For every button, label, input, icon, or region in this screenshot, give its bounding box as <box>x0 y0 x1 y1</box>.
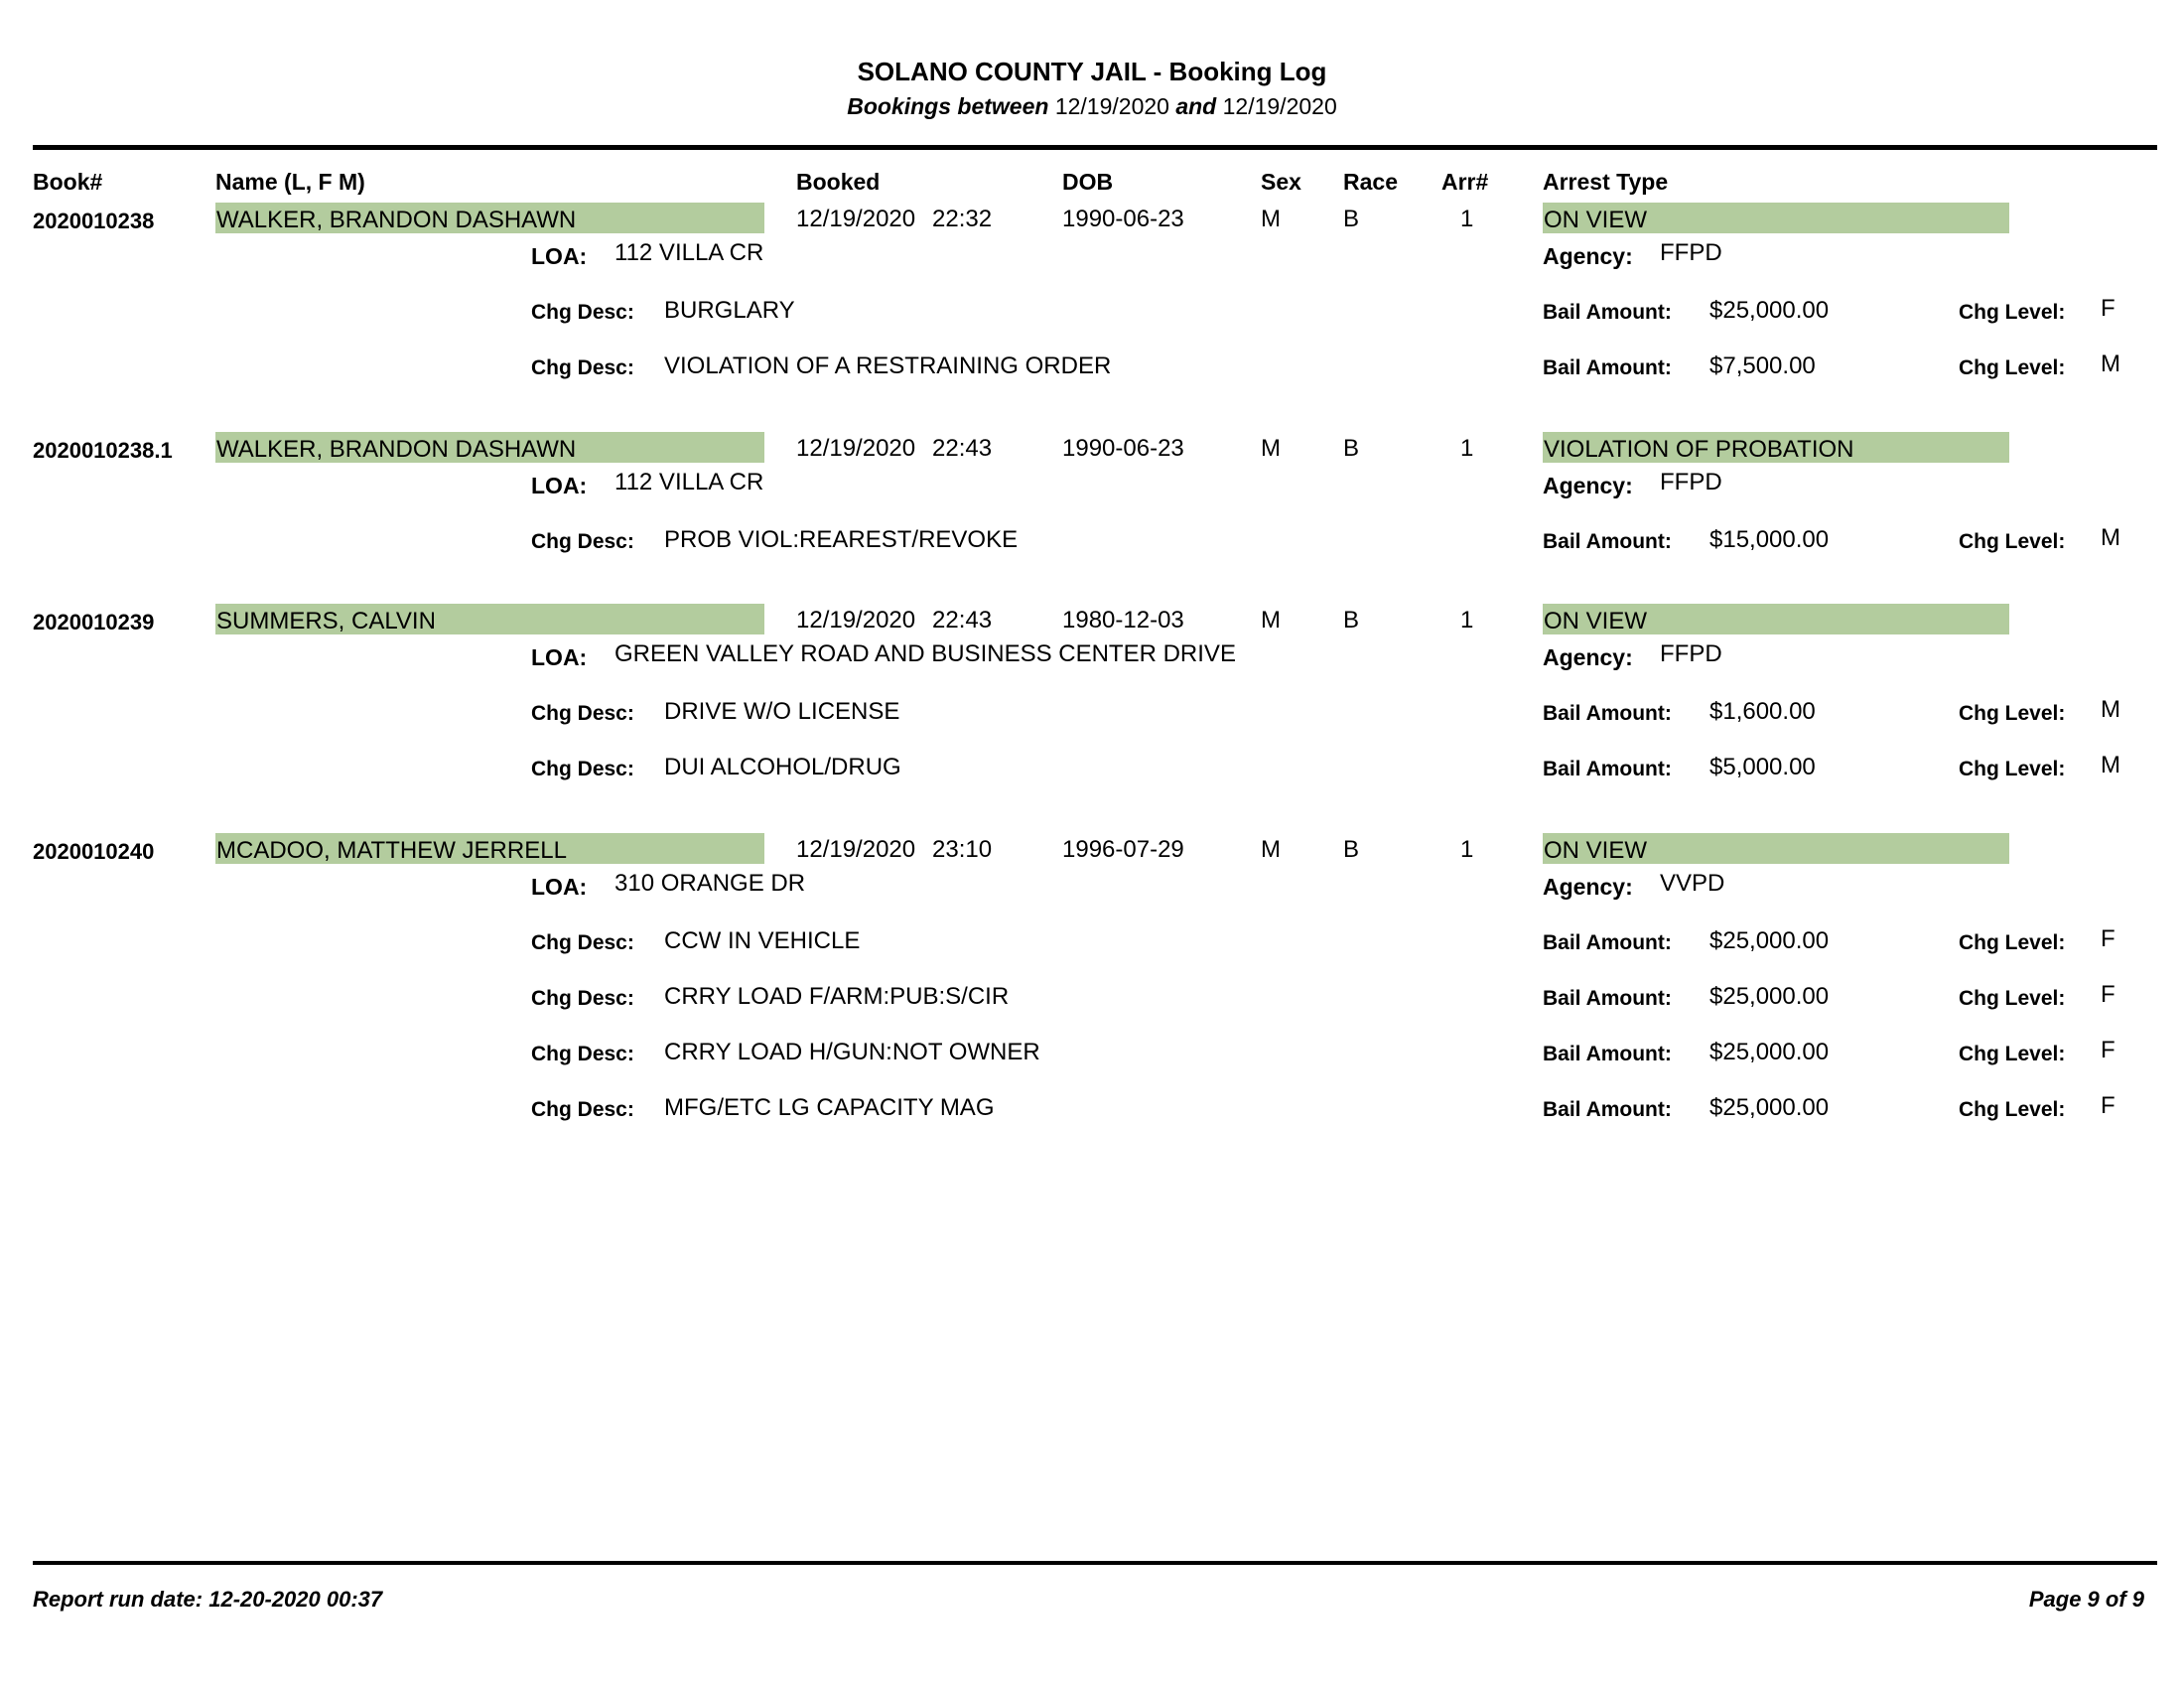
date-from: 12/19/2020 <box>1054 93 1169 119</box>
chg-level-value: M <box>2101 524 2120 551</box>
chg-level-label: Chg Level: <box>1959 702 2066 725</box>
bail-amount-label: Bail Amount: <box>1543 931 1672 954</box>
chg-desc-value: MFG/ETC LG CAPACITY MAG <box>664 1094 995 1121</box>
arrest-number: 1 <box>1460 206 1474 232</box>
chg-level-label: Chg Level: <box>1959 931 2066 954</box>
chg-desc-label: Chg Desc: <box>531 758 634 780</box>
col-sex: Sex <box>1261 169 1301 195</box>
subtitle-prefix: Bookings between <box>847 93 1049 119</box>
arrest-type-highlight <box>1543 203 2009 233</box>
loa-value: 112 VILLA CR <box>614 239 764 266</box>
bail-amount-label: Bail Amount: <box>1543 702 1672 725</box>
chg-level-label: Chg Level: <box>1959 758 2066 780</box>
bail-amount-value: $7,500.00 <box>1709 352 1816 379</box>
agency-label: Agency: <box>1543 473 1633 498</box>
chg-desc-value: PROB VIOL:REAREST/REVOKE <box>664 526 1019 553</box>
chg-level-value: F <box>2101 1092 2116 1119</box>
bail-amount-label: Bail Amount: <box>1543 987 1672 1010</box>
agency-value: FFPD <box>1660 640 1722 667</box>
date-to: 12/19/2020 <box>1222 93 1337 119</box>
loa-label: LOA: <box>531 243 588 269</box>
booked-date: 12/19/2020 <box>796 836 916 863</box>
chg-level-label: Chg Level: <box>1959 301 2066 324</box>
chg-level-value: F <box>2101 295 2116 322</box>
chg-level-label: Chg Level: <box>1959 1098 2066 1121</box>
bail-amount-label: Bail Amount: <box>1543 301 1672 324</box>
loa-label: LOA: <box>531 644 588 670</box>
chg-desc-value: CRRY LOAD H/GUN:NOT OWNER <box>664 1039 1040 1065</box>
col-dob: DOB <box>1062 169 1114 195</box>
inmate-name: MCADOO, MATTHEW JERRELL <box>216 837 567 864</box>
dob: 1996-07-29 <box>1062 836 1184 863</box>
agency-label: Agency: <box>1543 243 1633 269</box>
chg-level-value: M <box>2101 351 2120 377</box>
dob: 1990-06-23 <box>1062 435 1184 462</box>
agency-label: Agency: <box>1543 644 1633 670</box>
arrest-type: ON VIEW <box>1544 608 1648 634</box>
chg-desc-label: Chg Desc: <box>531 702 634 725</box>
bail-amount-value: $15,000.00 <box>1709 526 1830 553</box>
inmate-name: WALKER, BRANDON DASHAWN <box>216 207 577 233</box>
race: B <box>1343 435 1360 462</box>
chg-level-value: F <box>2101 1037 2116 1063</box>
race: B <box>1343 607 1360 633</box>
arrest-type: VIOLATION OF PROBATION <box>1544 436 1854 463</box>
chg-level-value: M <box>2101 752 2120 778</box>
sex: M <box>1261 836 1281 863</box>
chg-desc-value: VIOLATION OF A RESTRAINING ORDER <box>664 352 1112 379</box>
bail-amount-value: $25,000.00 <box>1709 983 1830 1010</box>
col-race: Race <box>1343 169 1398 195</box>
chg-desc-value: CCW IN VEHICLE <box>664 927 861 954</box>
bail-amount-label: Bail Amount: <box>1543 758 1672 780</box>
chg-desc-value: DRIVE W/O LICENSE <box>664 698 900 725</box>
chg-desc-label: Chg Desc: <box>531 931 634 954</box>
chg-desc-value: CRRY LOAD F/ARM:PUB:S/CIR <box>664 983 1010 1010</box>
chg-desc-label: Chg Desc: <box>531 530 634 553</box>
sex: M <box>1261 435 1281 462</box>
chg-level-label: Chg Level: <box>1959 987 2066 1010</box>
arrest-type: ON VIEW <box>1544 207 1648 233</box>
bail-amount-value: $1,600.00 <box>1709 698 1816 725</box>
chg-level-label: Chg Level: <box>1959 356 2066 379</box>
bail-amount-value: $5,000.00 <box>1709 754 1816 780</box>
inmate-name-highlight <box>215 604 764 634</box>
loa-value: 310 ORANGE DR <box>614 870 806 897</box>
agency-label: Agency: <box>1543 874 1633 900</box>
arrest-number: 1 <box>1460 836 1474 863</box>
booking-number: 2020010240 <box>33 839 155 864</box>
booked-date: 12/19/2020 <box>796 206 916 232</box>
footer-rule <box>33 1561 2157 1565</box>
bail-amount-value: $25,000.00 <box>1709 1094 1830 1121</box>
inmate-name: WALKER, BRANDON DASHAWN <box>216 436 577 463</box>
dob: 1980-12-03 <box>1062 607 1184 633</box>
chg-desc-label: Chg Desc: <box>531 1043 634 1065</box>
header-rule <box>33 145 2157 150</box>
bail-amount-label: Bail Amount: <box>1543 356 1672 379</box>
booked-date: 12/19/2020 <box>796 435 916 462</box>
col-book: Book# <box>33 169 103 195</box>
booked-time: 22:43 <box>932 435 993 462</box>
bail-amount-value: $25,000.00 <box>1709 927 1830 954</box>
report-title: SOLANO COUNTY JAIL - Booking Log <box>857 57 1327 86</box>
chg-level-label: Chg Level: <box>1959 530 2066 553</box>
arrest-type: ON VIEW <box>1544 837 1648 864</box>
arrest-number: 1 <box>1460 435 1474 462</box>
subtitle-and: and <box>1175 93 1217 119</box>
bail-amount-label: Bail Amount: <box>1543 1043 1672 1065</box>
race: B <box>1343 836 1360 863</box>
bail-amount-label: Bail Amount: <box>1543 530 1672 553</box>
chg-level-value: M <box>2101 696 2120 723</box>
sex: M <box>1261 206 1281 232</box>
inmate-name-highlight <box>215 203 764 233</box>
booking-number: 2020010238 <box>33 209 155 233</box>
col-name: Name (L, F M) <box>215 169 365 195</box>
arrest-number: 1 <box>1460 607 1474 633</box>
agency-value: FFPD <box>1660 469 1722 495</box>
bail-amount-label: Bail Amount: <box>1543 1098 1672 1121</box>
chg-level-value: F <box>2101 925 2116 952</box>
booked-time: 22:43 <box>932 607 993 633</box>
booked-time: 22:32 <box>932 206 993 232</box>
col-booked: Booked <box>796 169 881 195</box>
inmate-name: SUMMERS, CALVIN <box>216 608 436 634</box>
col-arr: Arr# <box>1441 169 1489 195</box>
report-run-date: Report run date: 12-20-2020 00:37 <box>33 1587 383 1612</box>
arrest-type-highlight <box>1543 833 2009 864</box>
booked-time: 23:10 <box>932 836 993 863</box>
agency-value: VVPD <box>1660 870 1725 897</box>
agency-value: FFPD <box>1660 239 1722 266</box>
arrest-type-highlight <box>1543 432 2009 463</box>
chg-level-value: F <box>2101 981 2116 1008</box>
bail-amount-value: $25,000.00 <box>1709 1039 1830 1065</box>
loa-value: GREEN VALLEY ROAD AND BUSINESS CENTER DRIVE <box>614 640 1236 667</box>
loa-value: 112 VILLA CR <box>614 469 764 495</box>
booked-date: 12/19/2020 <box>796 607 916 633</box>
inmate-name-highlight <box>215 432 764 463</box>
chg-desc-label: Chg Desc: <box>531 301 634 324</box>
inmate-name-highlight <box>215 833 764 864</box>
sex: M <box>1261 607 1281 633</box>
col-arrest-type: Arrest Type <box>1543 169 1669 195</box>
chg-desc-label: Chg Desc: <box>531 356 634 379</box>
chg-desc-value: DUI ALCOHOL/DRUG <box>664 754 901 780</box>
chg-desc-value: BURGLARY <box>664 297 795 324</box>
loa-label: LOA: <box>531 473 588 498</box>
booking-number: 2020010239 <box>33 610 155 634</box>
chg-desc-label: Chg Desc: <box>531 1098 634 1121</box>
dob: 1990-06-23 <box>1062 206 1184 232</box>
page-number: Page 9 of 9 <box>2028 1587 2144 1612</box>
booking-number: 2020010238.1 <box>33 438 173 463</box>
arrest-type-highlight <box>1543 604 2009 634</box>
chg-level-label: Chg Level: <box>1959 1043 2066 1065</box>
chg-desc-label: Chg Desc: <box>531 987 634 1010</box>
loa-label: LOA: <box>531 874 588 900</box>
race: B <box>1343 206 1360 232</box>
report-subtitle <box>0 93 2184 120</box>
bail-amount-value: $25,000.00 <box>1709 297 1830 324</box>
